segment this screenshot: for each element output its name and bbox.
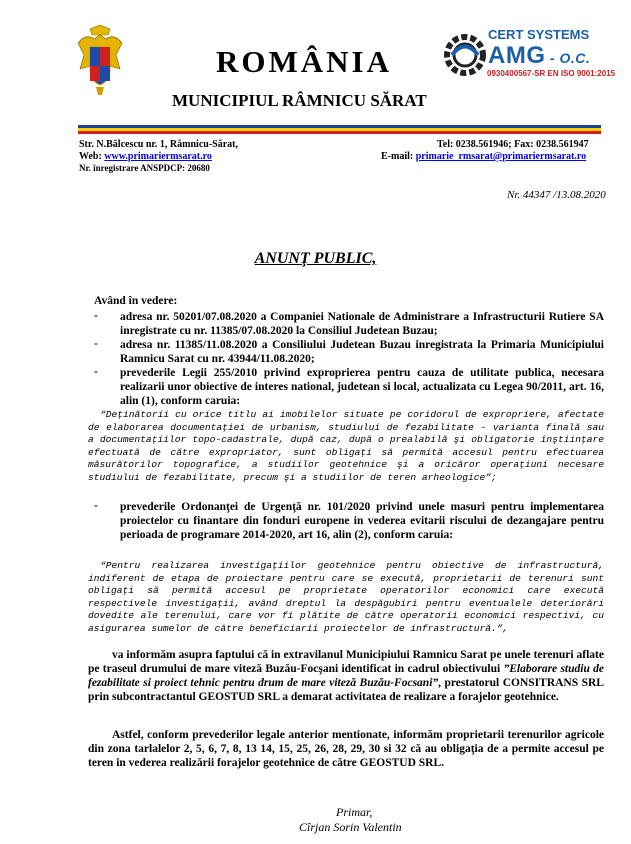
bullet-1: adresa nr. 50201/07.08.2020 a Companiei Nationale de Administrare a Infrastructurii Rutiere SA inregistrate cu nr. 11385/07.08.2020 la Consiliul Judetean Buzau; (120, 311, 604, 337)
country-title: ROMÂNIA (216, 44, 392, 79)
coat-of-arms-logo (76, 25, 124, 95)
phone-fax: Tel: 0238.561946; Fax: 0238.561947 (437, 139, 589, 150)
document-heading: ANUNŢ PUBLIC, (254, 250, 377, 267)
quote-law-255: “Deţinătorii cu orice titlu ai imobilelor situate pe coridorul de expropriere, afectate de elaborarea documentaţiei de urbanism, studiului de fezabilitate - varianta finală sau a documentaţiilor topo-cadastrale, după caz, după o prealabilă şi obligatorie înştiinţare efectuată de către expropriator, sunt obligaţi să permită accesul pentru efectuarea măsurătorilor topografice, a studiilor geotehnice şi a oricăror operaţiuni necesare studiului de fezabilitate, precum şi a studiilor de teren arheologice”; (88, 409, 604, 483)
cert-suffix-text: O.C. (559, 50, 591, 66)
bullet-dash: - (94, 338, 98, 350)
address: Str. N.Bălcescu nr. 1, Râmnicu-Sărat, (79, 139, 238, 150)
signature-name: Cîrjan Sorin Valentin (299, 820, 402, 834)
web-line (79, 151, 212, 162)
municipality-title: MUNICIPIUL RÂMNICU SĂRAT (172, 91, 427, 110)
bullet-dash: - (94, 500, 98, 512)
gear-icon (442, 30, 488, 80)
flag-stripe-red (78, 131, 601, 134)
web-label: Web: (79, 151, 102, 162)
paragraph-info (88, 648, 604, 704)
signature-title: Primar, (336, 805, 373, 819)
email-line (381, 151, 586, 162)
email-label: E-mail: (381, 151, 414, 162)
email-link[interactable]: primarie_rmsarat@primariermsarat.ro (415, 151, 587, 162)
cert-code: 0930400567-SR EN ISO 9001:2015 (487, 69, 616, 78)
cert-brand: CERT SYSTEMS (488, 27, 590, 42)
cert-name-text: AMG (488, 42, 546, 69)
web-link[interactable]: www.primariermsarat.ro (104, 151, 212, 162)
bullet-dash: - (94, 366, 98, 378)
intro-text: Având în vedere: (94, 295, 178, 307)
quote-oug-101: “Pentru realizarea investigaţiilor geotehnice pentru obiective de infrastructură, indiferent de etapa de proiectare pentru care se execută, proprietarii de terenuri sunt obligaţi să permită accesul pe proprietate operatorilor economici care execută respectivele investigaţii, având dreptul la despăgubiri pentru eventualele deteriorări dovedite ale terenului, care vor fi plătite de către operatorii economici respectivi, cu asigurarea sumelor de către beneficiarii proiectelor de infrastructură.”, (88, 560, 604, 634)
bullet-3: prevederile Legii 255/2010 privind exproprierea pentru cauza de utilitate publica, necesara realizarii unor obiective de interes national, judetean si local, actualizata cu Legea 90/2011, art. 16, alin (1), conform caruia: (120, 367, 604, 407)
paragraph-info-part1: va informăm asupra faptului că in extravilanul Municipiului Ramnicu Sarat pe unele terenuri aflate pe traseul drumului de mare viteză Buzău-Focşani identificat in cadrul obiectivului (88, 649, 604, 675)
cert-suffix: - O.C. (545, 50, 591, 66)
bullet-dash: - (94, 310, 98, 322)
paragraph-info-objective: ”Elaborare studiu de fezabilitate si proiect tehnic pentru drum de mare viteză Buzău-Focsani” (88, 663, 604, 689)
bullet-4: prevederile Ordonanţei de Urgenţă nr. 101/2020 privind unele masuri pentru implementarea proiectelor cu finantare din fonduri europene in vederea evitarii riscului de dezangajare pentru perioada de programare 2014-2020, art 16, alin (2), conform caruia: (120, 501, 604, 541)
document-number: Nr. 44347 /13.08.2020 (507, 189, 606, 201)
paragraph-info-part3: , prestatorul CONSITRANS SRL prin subcontractantul GEOSTUD SRL a demarat activitatea de realizare a forajelor geotehnice. (88, 677, 604, 703)
paragraph-obligation: Astfel, conform prevederilor legale anterior mentionate, informăm proprietarii terenurilor agricole din zona tarlalelor 2, 5, 6, 7, 8, 13 14, 15, 25, 26, 28, 29, 30 si 32 că au obligaţia de a permite accesul pe teren in vederea realizării forajelor geotehnice de către GEOSTUD SRL. (88, 729, 604, 769)
bullet-2: adresa nr. 11385/11.08.2020 a Consiliului Judetean Buzau inregistrata la Primaria Municipiului Ramnicu Sarat cu nr. 43944/11.08.2020; (120, 339, 604, 365)
cert-name (488, 42, 590, 70)
anspdcp-number: Nr. înregistrare ANSPDCP: 20680 (79, 163, 210, 173)
